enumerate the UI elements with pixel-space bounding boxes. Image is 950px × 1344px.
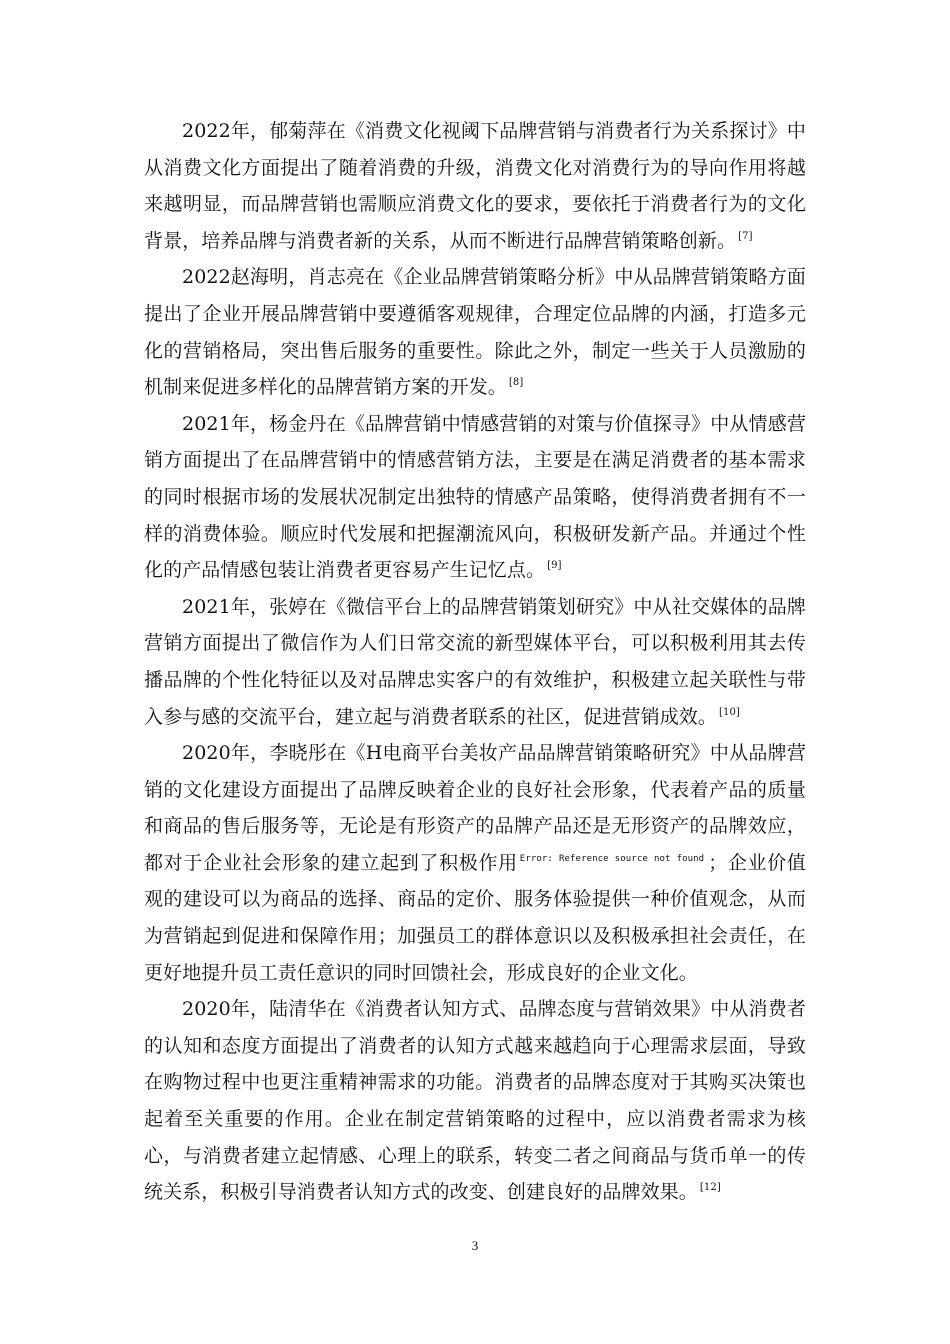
citation-8[interactable]: [8] [508,377,524,389]
paragraph-text-continued: ；企业价值观的建设可以为商品的选择、商品的定价、服务体验提供一种价值观念，从而为营销起到促进和保障作用；加强员工的群体意识以及积极承担社会责任，在更好地提升员工责任意识的同时回馈社会，形成良好的企业文化。 [144,851,806,984]
paragraph-lu-qinghua [144,991,806,1211]
paragraph-zhang-ting [144,589,806,735]
paragraph-text: 2020年，陆清华在《消费者认知方式、品牌态度与营销效果》中从消费者的认知和态度方面提出了消费者的认知方式越来越趋向于心理需求层面，导致在购物过程中也更注重精神需求的功能。消费者的品牌态度对于其购买决策也起着至关重要的作用。企业在制定营销策略的过程中，应以消费者需求为核心，与消费者建立起情感、心理上的联系，转变二者之间商品与货币单一的传统关系，积极引导消费者认知方式的改变、创建良好的品牌效果。 [144,998,806,1204]
paragraph-text: 2021年，张婷在《微信平台上的品牌营销策划研究》中从社交媒体的品牌营销方面提出了微信作为人们日常交流的新型媒体平台，可以积极利用其去传播品牌的个性化特征以及对品牌忠实客户的有效维护，积极建立起关联性与带入参与感的交流平台，建立起与消费者联系的社区，促进营销成效。 [144,595,806,728]
citation-12[interactable]: [12] [699,1182,721,1194]
page-number: 3 [471,1238,479,1253]
body-text [144,113,806,1211]
paragraph-text: 2021年，杨金丹在《品牌营销中情感营销的对策与价值探寻》中从情感营销方面提出了在品牌营销中的情感营销方法，主要是在满足消费者的基本需求的同时根据市场的发展状况制定出独特的情感产品策略，使得消费者拥有不一样的消费体验。顺应时代发展和把握潮流风向，积极研发新产品。并通过个性化的产品情感包装让消费者更容易产生记忆点。 [144,412,806,582]
paragraph-yu-juping [144,113,806,259]
paragraph-yang-jindan [144,406,806,589]
paragraph-text: 2022赵海明，肖志亮在《企业品牌营销策略分析》中从品牌营销策略方面提出了企业开展品牌营销中要遵循客观规律，合理定位品牌的内涵，打造多元化的营销格局，突出售后服务的重要性。除此之外，制定一些关于人员激励的机制来促进多样化的品牌营销方案的开发。 [144,266,806,399]
paragraph-li-xiaotong [144,735,806,991]
reference-error: Error: Reference source not found [519,853,705,864]
paragraph-text: 2020年，李晓彤在《H电商平台美妆产品品牌营销策略研究》中从品牌营销的文化建设方面提出了品牌反映着企业的良好社会形象，代表着产品的质量和商品的售后服务等，无论是有形资产的品牌产品还是无形资产的品牌效应，都对于企业社会形象的建立起到了积极作用 [144,742,806,874]
paragraph-zhao-haiming [144,259,806,405]
citation-9[interactable]: [9] [547,560,562,572]
citation-7[interactable]: [7] [738,230,753,242]
citation-10[interactable]: [10] [719,706,740,718]
paragraph-text: 2022年，郁菊萍在《消费文化视阈下品牌营销与消费者行为关系探讨》中从消费文化方面提出了随着消费的升级，消费文化对消费行为的导向作用将越来越明显，而品牌营销也需顺应消费文化的要求，要依托于消费者行为的文化背景，培养品牌与消费者新的关系，从而不断进行品牌营销策略创新。 [144,120,806,252]
